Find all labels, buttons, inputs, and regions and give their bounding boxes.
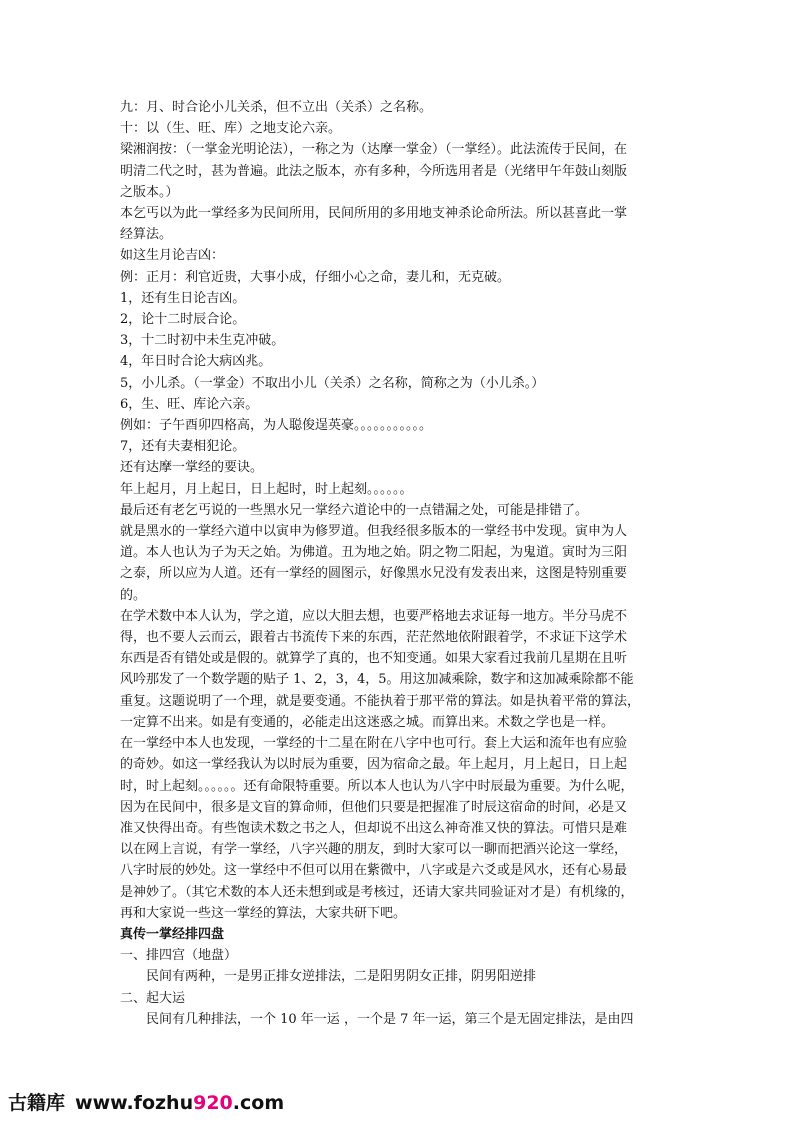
text-line: 一定算不出来。如是有变通的，必能走出这迷惑之城。而算出来。术数之学也是一样。 <box>120 714 615 730</box>
text-line: 还有达摩一掌经的要诀。 <box>120 460 264 476</box>
text-line: 就是黑水的一掌经六道中以寅申为修罗道。但我经很多版本的一掌经书中发现。寅申为人 <box>120 524 628 540</box>
section-heading: 真传一掌经排四盘 <box>120 926 225 942</box>
text-line: 八字时辰的妙处。这一掌经中不但可以用在紫微中，八字或是六爻或是风水，还有心易最 <box>120 863 628 879</box>
text-line: 1，还有生日论吉凶。 <box>120 290 246 306</box>
text-line: 九：月、时合论小儿关杀，但不立出（关杀）之名称。 <box>120 100 433 115</box>
text-line: 重复。这题说明了一个理，就是要变通。不能执着于那平常的算法。如是执着平常的算法， <box>120 693 641 709</box>
text-line: 因为在民间中，很多是文盲的算命师，但他们只要是把握准了时辰这宿命的时间，必是又 <box>120 799 628 815</box>
text-line: 明清二代之时，甚为普遍。此法之版本，亦有多种，今所选用者是（光绪甲午年鼓山刻版 <box>120 163 628 179</box>
text-line: 经算法。 <box>120 227 173 243</box>
text-line: 在一掌经中本人也发现，一掌经的十二星在附在八字中也可行。套上大运和流年也有应验 <box>120 736 628 752</box>
text-line: 梁湘润按：（一掌金光明论法），一称之为（达摩一掌金）（一掌经）。此法流传于民间，在 <box>120 142 628 158</box>
text-line: 2，论十二时辰合论。 <box>120 312 246 328</box>
site-name: 古籍库 <box>8 1092 66 1114</box>
watermark-footer <box>8 1088 284 1118</box>
subsection-title: 一、排四宫（地盘） <box>120 948 238 964</box>
text-line: 再和大家说一些这一掌经的算法，大家共研下吧。 <box>120 905 407 921</box>
site-url-prefix: www.fozhu <box>75 1092 194 1114</box>
text-line: 本乞丐以为此一掌经多为民间所用，民间所用的多用地支神杀论命所法。所以甚喜此一掌 <box>120 206 628 222</box>
text-line: 年上起月，月上起日，日上起时，时上起刻。。。。。。 <box>120 481 413 497</box>
text-line: 如这生月论吉凶： <box>120 248 225 264</box>
text-line: 民间有两种，一是男正排女逆排法，二是阳男阴女正排，阴男阳逆排 <box>146 969 537 985</box>
text-line: 7，还有夫妻相犯论。 <box>120 439 246 455</box>
text-line: 的奇妙。如这一掌经我认为以时辰为重要，因为宿命之最。年上起月，月上起日，日上起 <box>120 757 628 773</box>
text-line: 十：以（生、旺、库）之地支论六亲。 <box>120 121 342 137</box>
text-line: 风吟那发了一个数学题的贴子 1、2，3，4，5。用这加减乘除，数字和这加减乘除都不能 <box>120 672 634 688</box>
text-line: 之版本。） <box>120 184 179 200</box>
text-line: 得，也不要人云而云，跟着古书流传下来的东西，茫茫然地依附跟着学，不求证下这学术 <box>120 630 628 646</box>
text-line: 3，十二时初中未生克冲破。 <box>120 333 285 349</box>
text-line: 例：正月：利官近贵，大事小成，仔细小心之命，妻儿和，无克破。 <box>120 269 511 285</box>
text-line: 之泰，所以应为人道。还有一掌经的圆图示，好像黑水兄没有发表出来，这图是特别重要 <box>120 566 628 582</box>
text-line: 是神妙了。（其它术数的本人还未想到或是考核过，还请大家共同验证对才是）有机缘的， <box>120 884 634 900</box>
text-line: 4，年日时合论大病凶兆。 <box>120 354 272 370</box>
subsection-title: 二、起大运 <box>120 990 186 1006</box>
text-line: 以在网上言说，有学一掌经，八字兴趣的朋友，到时大家可以一聊而把酒兴论这一掌经， <box>120 842 628 858</box>
text-line: 5，小儿杀。（一掌金）不取出小儿（关杀）之名称，简称之为（小儿杀。） <box>120 375 545 391</box>
text-line: 的。 <box>120 587 147 603</box>
text-line: 在学术数中本人认为，学之道，应以大胆去想，也要严格地去求证每一地方。半分马虎不 <box>120 608 628 624</box>
text-line: 民间有几种排法，一个 10 年一运 ，一个是 7 年一运，第三个是无固定排法，是由四 <box>146 1011 634 1027</box>
document-body <box>120 97 680 1030</box>
text-line: 例如：子午酉卯四格高，为人聪俊逞英豪。。。。。。。。。。。 <box>120 418 433 434</box>
site-url-number: 920 <box>193 1092 233 1114</box>
text-line: 时，时上起刻。。。。。。还有命限特重要。所以本人也认为八字中时辰最为重要。为什么呢， <box>120 778 634 794</box>
text-line: 6，生、旺、库论六亲。 <box>120 396 259 412</box>
text-line: 东西是否有错处或是假的。就算学了真的，也不知变通。如果大家看过我前几星期在且听 <box>120 651 628 667</box>
site-url-suffix: .com <box>232 1092 285 1114</box>
text-line: 道。本人也认为子为天之始。为佛道。丑为地之始。阴之物二阳起，为鬼道。寅时为三阳 <box>120 545 628 561</box>
text-line: 最后还有老乞丐说的一些黑水兄一掌经六道论中的一点错漏之处，可能是排错了。 <box>120 502 589 518</box>
text-line: 准又快得出奇。有些饱读术数之书之人，但却说不出这么神奇准又快的算法。可惜只是难 <box>120 820 628 836</box>
